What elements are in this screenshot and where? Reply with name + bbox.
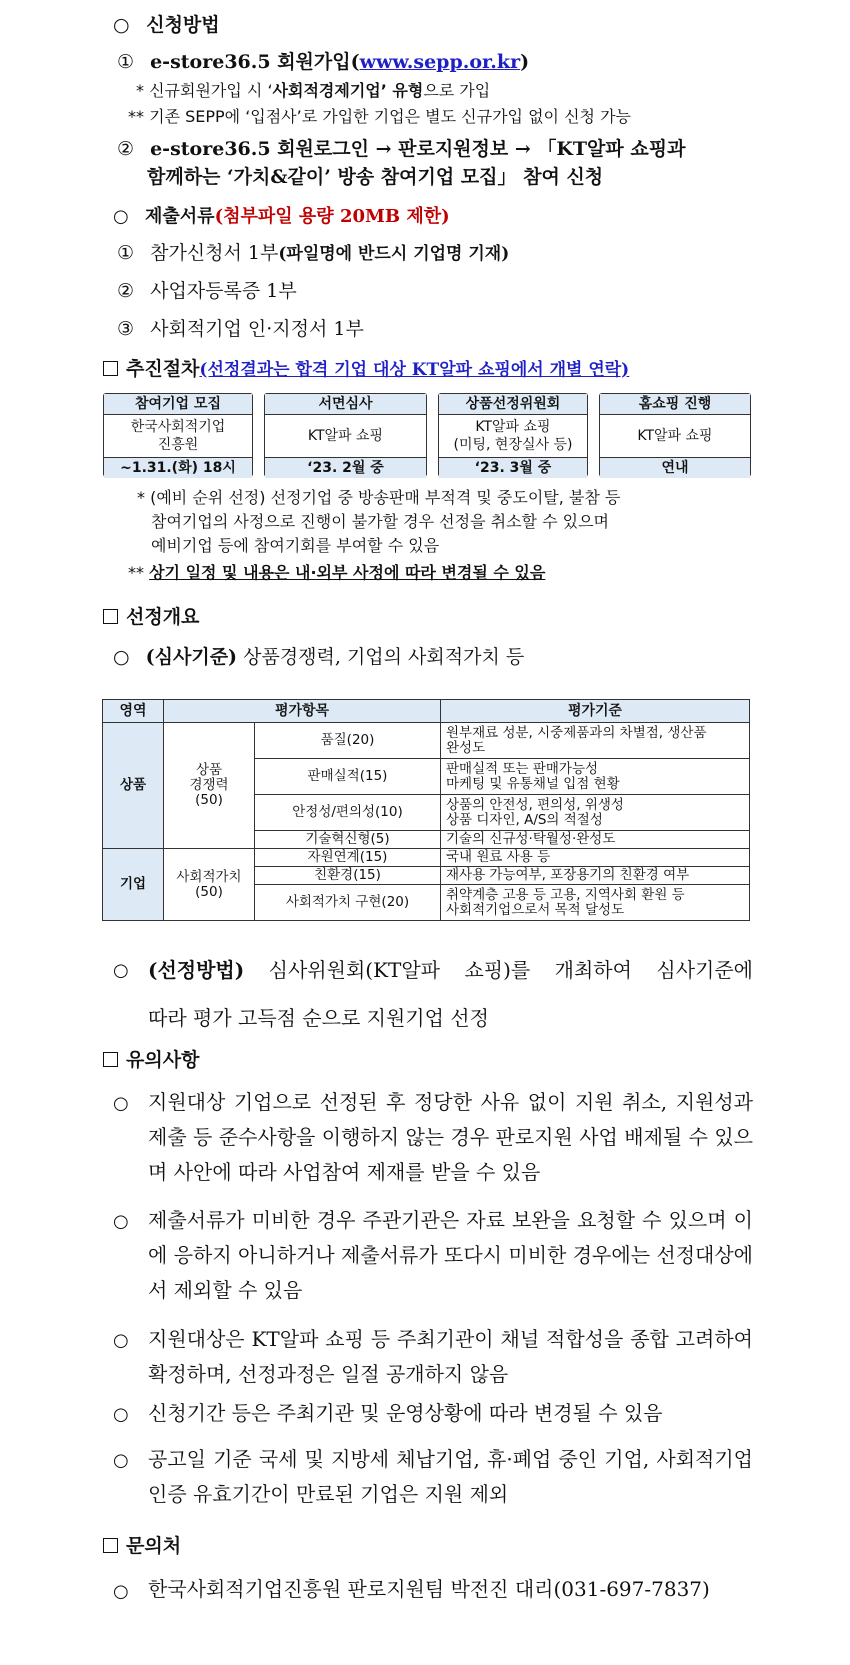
step-body <box>265 415 426 457</box>
eval-item: 안정성/편의성(10) <box>255 795 441 831</box>
item-text: 사회적기업 인·지정서 1부 <box>150 318 364 340</box>
apply-step-2-line2: 함께하는 ‘가치&같이’ 방송 참여기업 모집」 참여 신청 <box>147 166 604 188</box>
eval-standard <box>441 723 750 759</box>
standard-line: 원부재료 성분, 시중제품과의 차별점, 생산품 <box>446 724 707 741</box>
section-notes <box>103 1045 199 1072</box>
process-note-1-line3: 예비기업 등에 참여기회를 부여할 수 있음 <box>151 536 440 555</box>
process-step-1 <box>103 393 253 477</box>
step-title: 참여기업 모집 <box>104 394 252 415</box>
category-line: (50) <box>195 883 223 900</box>
criteria-table <box>102 699 750 921</box>
category-product <box>164 723 255 849</box>
apply-step-2 <box>117 134 685 161</box>
category-line: 상품 <box>195 762 223 778</box>
process-note: (선정결과는 합격 기업 대상 KT알파 쇼핑에서 개별 연락) <box>199 360 630 380</box>
apply-heading: 신청방법 <box>146 14 220 36</box>
eval-standard: 국내 원료 사용 등 <box>441 849 750 867</box>
method-text: 심사위원회(KT알파 쇼핑)를 개최하여 심사기준에 <box>268 958 753 982</box>
standard-line: 상품의 안전성, 편의성, 위생성 <box>446 796 624 813</box>
apply-note-1 <box>136 78 490 101</box>
step-number: ① <box>117 51 135 73</box>
step-body-line2: 진흥원 <box>157 437 199 453</box>
checkbox-square-icon <box>103 361 118 376</box>
step-body <box>439 415 587 457</box>
process-step-2 <box>264 393 427 477</box>
eval-standard <box>441 759 750 795</box>
docs-heading: 제출서류 <box>145 206 215 227</box>
bullet: ○ <box>113 1330 129 1351</box>
category-line: (50) <box>195 792 223 808</box>
step-body-line2: (미팅, 현장실사 등) <box>453 437 573 453</box>
table-header-row <box>103 700 750 723</box>
contact-heading: 문의처 <box>126 1535 182 1557</box>
section-apply <box>113 10 220 37</box>
criteria-label: (심사기준) <box>145 646 238 668</box>
criteria-text: 상품경쟁력, 기업의 사회적가치 등 <box>243 646 525 668</box>
notes-item-4: 신청기간 등은 주최기관 및 운영상황에 따라 변경될 수 있음 <box>148 1401 663 1425</box>
eval-item: 친환경(15) <box>255 867 441 885</box>
item-number: ② <box>117 280 135 302</box>
header-area: 영역 <box>103 700 164 723</box>
step-body-line1: KT알파 쇼핑 <box>475 419 551 435</box>
area-company: 기업 <box>103 849 164 921</box>
selection-method-line1 <box>148 953 753 988</box>
checkbox-square-icon <box>103 1052 118 1067</box>
step-text-line1: e-store36.5 회원로그인 → 판로지원정보 → 「KT알파 쇼핑과 <box>150 138 686 160</box>
bullet: ○ <box>113 1211 129 1232</box>
bullet: ○ <box>113 14 130 36</box>
step-date: ‘23. 3월 중 <box>439 457 587 478</box>
selection-criteria <box>113 642 524 669</box>
step-number: ② <box>117 138 135 160</box>
standard-line: 마케팅 및 유통채널 입점 현황 <box>446 775 620 792</box>
category-line: 사회적가치 <box>176 868 242 885</box>
step-body <box>104 415 252 457</box>
contact-text: 한국사회적기업진흥원 판로지원팀 박전진 대리(031-697-7837) <box>148 1577 710 1601</box>
standard-line: 사회적기업으로서 목적 달성도 <box>446 901 625 918</box>
note-bold: 사회적경제기업’ 유형 <box>272 81 424 100</box>
bullet: ○ <box>113 1404 129 1425</box>
eval-standard: 재사용 가능여부, 포장용기의 친환경 여부 <box>441 867 750 885</box>
eval-standard: 기술의 신규성·탁월성·완성도 <box>441 831 750 849</box>
process-note-1-line2: 참여기업의 사정으로 진행이 불가할 경우 선정을 취소할 수 있으며 <box>151 512 610 531</box>
sepp-link[interactable]: www.sepp.or.kr <box>359 51 521 73</box>
note-prefix: ** <box>128 563 144 582</box>
checkbox-square-icon <box>103 609 118 624</box>
eval-standard <box>441 885 750 921</box>
docs-item-3 <box>117 314 364 341</box>
eval-item: 품질(20) <box>255 723 441 759</box>
docs-item-2 <box>117 276 297 303</box>
step-text: e-store36.5 회원가입( <box>150 51 360 73</box>
category-line: 경쟁력 <box>189 777 229 793</box>
apply-note-2: ** 기존 SEPP에 ‘입점사’로 가입한 기업은 별도 신규가입 없이 신청 가능 <box>128 107 631 126</box>
step-body <box>600 415 750 457</box>
eval-item: 사회적가치 구현(20) <box>255 885 441 921</box>
step-date: ~1.31.(화) 18시 <box>104 457 252 478</box>
process-note-1-line1: * (예비 순위 선정) 선정기업 중 방송판매 부적격 및 중도이탈, 불참 등 <box>137 488 621 507</box>
step-title: 홈쇼핑 진행 <box>600 394 750 415</box>
item-text: 사업자등록증 1부 <box>150 280 297 302</box>
standard-line: 판매실적 또는 판매가능성 <box>446 760 599 777</box>
bullet: ○ <box>113 206 129 227</box>
step-text-close: ) <box>520 51 530 73</box>
method-label: (선정방법) <box>148 958 245 982</box>
step-date: ‘23. 2월 중 <box>265 457 426 478</box>
note-text-end: 으로 가입 <box>423 81 491 100</box>
apply-step-1 <box>117 47 529 74</box>
note-text: 상기 일정 및 내용은 내·외부 사정에 따라 변경될 수 있음 <box>149 563 546 582</box>
eval-item: 기술혁신형(5) <box>255 831 441 849</box>
header-standard: 평가기준 <box>441 700 750 723</box>
bullet: ○ <box>113 1093 129 1114</box>
checkbox-square-icon <box>103 1538 118 1553</box>
table-row <box>103 723 750 759</box>
section-contact <box>103 1531 181 1558</box>
step-title: 서면심사 <box>265 394 426 415</box>
step-title: 상품선정위원회 <box>439 394 587 415</box>
bullet: ○ <box>113 1581 129 1602</box>
bullet: ○ <box>113 960 129 981</box>
docs-size-note: (첨부파일 용량 20MB 제한) <box>214 206 450 227</box>
notes-item-3: 지원대상은 KT알파 쇼핑 등 주최기관이 채널 적합성을 종합 고려하여 확정하며, 선정과정은 일절 공개하지 않음 <box>148 1327 753 1386</box>
standard-line: 상품 디자인, A/S의 적절성 <box>446 811 603 828</box>
step-date: 연내 <box>600 457 750 478</box>
category-social <box>164 849 255 921</box>
header-item: 평가항목 <box>164 700 441 723</box>
notes-heading: 유의사항 <box>126 1049 200 1071</box>
item-text: 참가신청서 1부 <box>150 242 279 264</box>
item-note: (파일명에 반드시 기업명 기재) <box>278 244 510 264</box>
note-text: * 신규회원가입 시 ‘ <box>136 81 273 100</box>
notes-item-1: 지원대상 기업으로 선정된 후 정당한 사유 없이 지원 취소, 지원성과 제출 등 준수사항을 이행하지 않는 경우 판로지원 사업 배제될 수 있으며 사안에 따라 사업참여 제재를 받을 수 있음 <box>148 1090 753 1184</box>
standard-line: 취약계층 고용 등 고용, 지역사회 환원 등 <box>446 886 685 903</box>
section-selection <box>103 602 199 629</box>
section-docs <box>113 202 450 228</box>
process-heading: 추진절차 <box>126 358 200 380</box>
area-product: 상품 <box>103 723 164 849</box>
bullet: ○ <box>113 1450 129 1471</box>
item-number: ① <box>117 242 135 264</box>
process-note-2 <box>128 560 545 583</box>
process-step-3 <box>438 393 588 477</box>
notes-item-2: 제출서류가 미비한 경우 주관기관은 자료 보완을 요청할 수 있으며 이에 응하지 아니하거나 제출서류가 또다시 미비한 경우에는 선정대상에서 제외할 수 있음 <box>148 1208 753 1302</box>
section-process <box>103 354 629 381</box>
item-number: ③ <box>117 318 135 340</box>
eval-item: 자원연계(15) <box>255 849 441 867</box>
docs-item-1 <box>117 238 509 265</box>
notes-item-5: 공고일 기준 국세 및 지방세 체납기업, 휴·폐업 중인 기업, 사회적기업 인증 유효기간이 만료된 기업은 지원 제외 <box>148 1447 753 1506</box>
step-body-line1: KT알파 쇼핑 <box>637 428 713 444</box>
standard-line: 완성도 <box>446 739 486 756</box>
step-body-line1: 한국사회적기업 <box>130 419 226 435</box>
table-row <box>103 849 750 867</box>
eval-item: 판매실적(15) <box>255 759 441 795</box>
selection-method-line2: 따라 평가 고득점 순으로 지원기업 선정 <box>148 1006 489 1030</box>
process-step-4 <box>599 393 751 477</box>
eval-standard <box>441 795 750 831</box>
bullet: ○ <box>113 646 130 668</box>
step-body-line1: KT알파 쇼핑 <box>307 428 384 444</box>
selection-heading: 선정개요 <box>126 606 200 628</box>
